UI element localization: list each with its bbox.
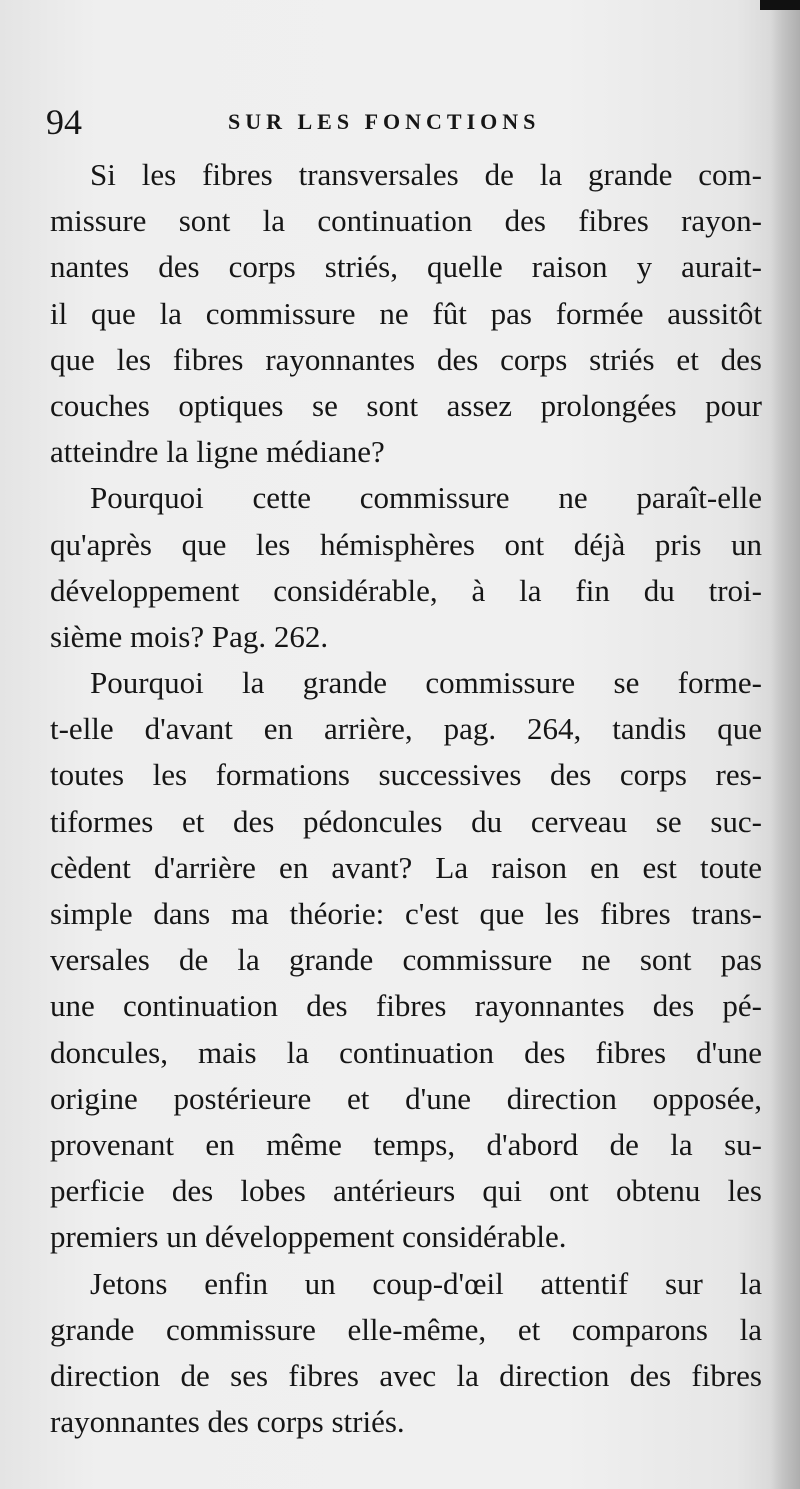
text-line: premiers un développement considérable. xyxy=(50,1219,567,1255)
text-line: grande commissure elle-même, et comparons la xyxy=(50,1311,762,1347)
text-line: t-elle d'avant en arrière, pag. 264, tandis que xyxy=(50,711,762,747)
running-head: SUR LES FONCTIONS xyxy=(228,109,541,134)
text-line: une continuation des fibres rayonnantes des pé- xyxy=(50,988,762,1024)
text-line: toutes les formations successives des corps res- xyxy=(50,757,762,793)
text-line: versales de la grande commissure ne sont pas xyxy=(50,942,762,978)
text-line: Jetons enfin un coup-d'œil attentif sur la xyxy=(90,1265,762,1301)
text-line: perficie des lobes antérieurs qui ont obtenu les xyxy=(50,1173,762,1209)
text-line: atteindre la ligne médiane? xyxy=(50,434,385,470)
text-line: nantes des corps striés, quelle raison y aurait- xyxy=(50,249,762,285)
text-line: tiformes et des pédoncules du cerveau se suc- xyxy=(50,803,762,839)
page-number: 94 xyxy=(46,102,82,142)
corner-mark xyxy=(760,0,800,10)
text-line: doncules, mais la continuation des fibres d'une xyxy=(50,1034,762,1070)
text-line: direction de ses fibres avec la direction des fibres xyxy=(50,1357,762,1393)
text-line: origine postérieure et d'une direction opposée, xyxy=(50,1080,762,1116)
page-spine-shadow xyxy=(770,0,800,1489)
text-line: Pourquoi cette commissure ne paraît-elle xyxy=(90,480,762,516)
text-line: développement considérable, à la fin du troi- xyxy=(50,572,762,608)
text-line: couches optiques se sont assez prolongées pour xyxy=(50,387,762,423)
text-line: sième mois? Pag. 262. xyxy=(50,618,329,654)
text-line: cèdent d'arrière en avant? La raison en est toute xyxy=(50,849,762,885)
text-line: rayonnantes des corps striés. xyxy=(50,1404,405,1440)
text-line: qu'après que les hémisphères ont déjà pris un xyxy=(50,526,762,562)
text-line: missure sont la continuation des fibres rayon- xyxy=(50,203,762,239)
text-line: Si les fibres transversales de la grande com- xyxy=(90,157,762,192)
text-line: provenant en même temps, d'abord de la su- xyxy=(50,1126,762,1162)
page-header xyxy=(46,100,766,144)
text-line: simple dans ma théorie: c'est que les fibres trans- xyxy=(50,896,762,931)
body-text xyxy=(50,152,762,1445)
text-line: Pourquoi la grande commissure se forme- xyxy=(90,665,762,701)
text-line: que les fibres rayonnantes des corps striés et des xyxy=(50,341,762,377)
text-line: il que la commissure ne fût pas formée aussitôt xyxy=(50,295,762,331)
